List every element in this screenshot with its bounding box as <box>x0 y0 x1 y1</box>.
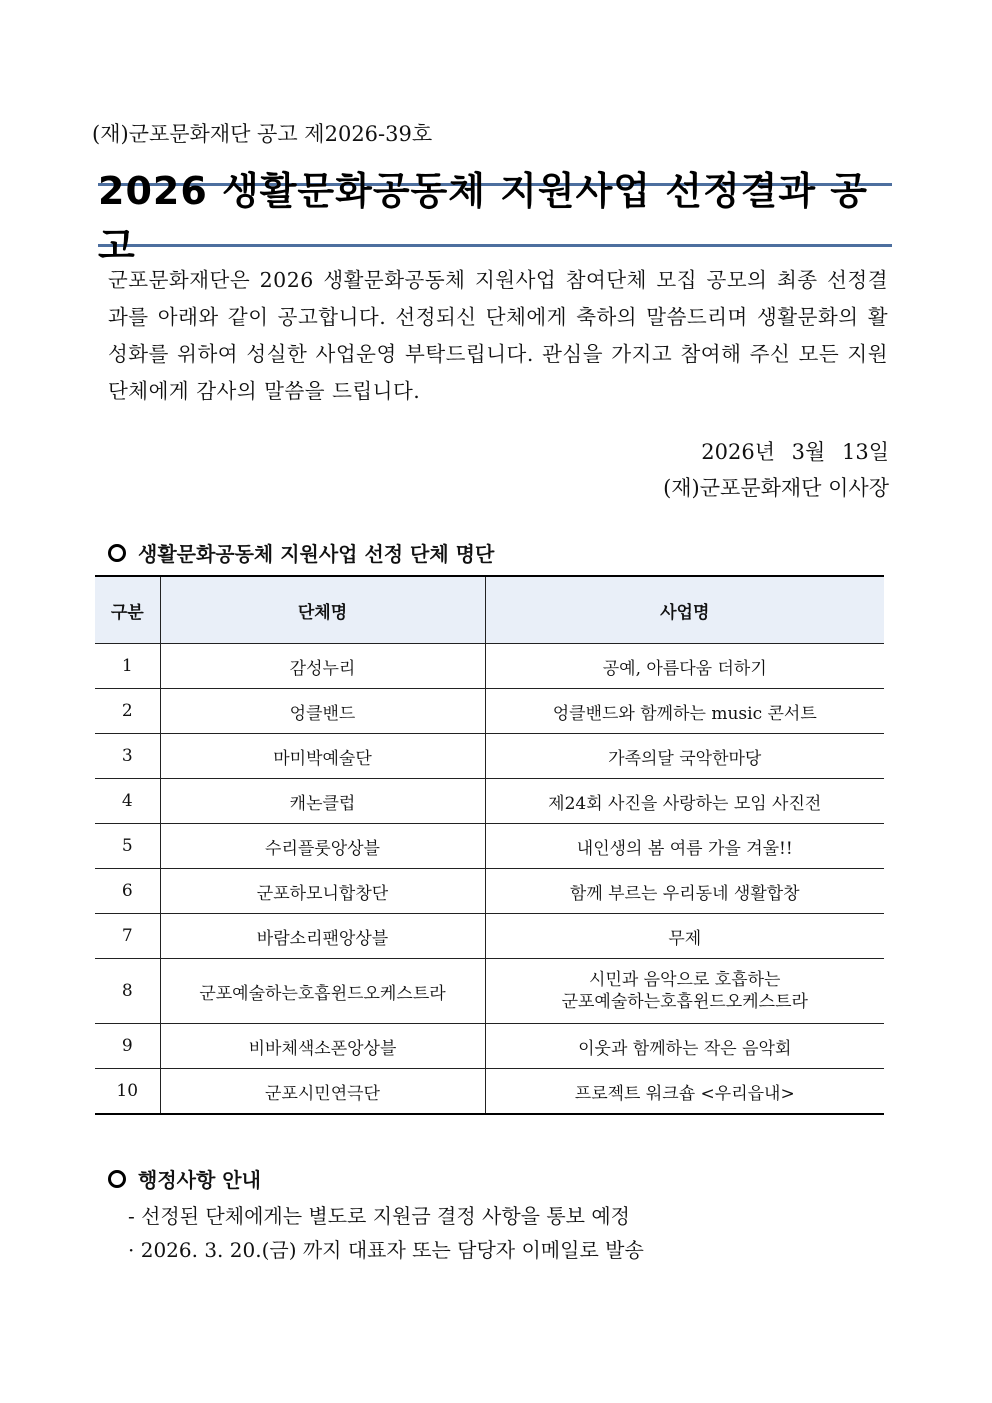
admin-note-2: · 2026. 3. 20.(금) 까지 대표자 또는 담당자 이메일로 발송 <box>128 1238 644 1262</box>
circle-bullet-icon <box>108 544 126 562</box>
row-project: 가족의달 국악한마당 <box>485 734 884 779</box>
row-project: 엉클밴드와 함께하는 music 콘서트 <box>485 689 884 734</box>
row-project: 공예, 아름다움 더하기 <box>485 644 884 689</box>
row-group: 수리플룻앙상블 <box>160 824 485 869</box>
header-project: 사업명 <box>485 576 884 644</box>
row-project: 무제 <box>485 914 884 959</box>
roster-section-title <box>108 538 494 567</box>
table-row <box>95 1069 884 1115</box>
row-no: 3 <box>95 734 160 779</box>
admin-note-1: - 선정된 단체에게는 별도로 지원금 결정 사항을 통보 예정 <box>128 1204 630 1228</box>
row-no: 5 <box>95 824 160 869</box>
row-project: 내인생의 봄 여름 가을 겨울!! <box>485 824 884 869</box>
circle-bullet-icon <box>108 1170 126 1188</box>
row-group: 감성누리 <box>160 644 485 689</box>
roster-section-label: 생활문화공동체 지원사업 선정 단체 명단 <box>138 542 495 566</box>
row-no: 6 <box>95 869 160 914</box>
table-row <box>95 734 884 779</box>
row-group: 군포예술하는호흡윈드오케스트라 <box>160 959 485 1024</box>
row-project: 함께 부르는 우리동네 생활합창 <box>485 869 884 914</box>
header-group: 단체명 <box>160 576 485 644</box>
row-project: 이웃과 함께하는 작은 음악회 <box>485 1024 884 1069</box>
header-no: 구분 <box>95 576 160 644</box>
admin-section-label: 행정사항 안내 <box>138 1168 261 1192</box>
row-group: 군포시민연극단 <box>160 1069 485 1115</box>
row-no: 4 <box>95 779 160 824</box>
selected-groups-table <box>95 575 884 1115</box>
row-group: 엉클밴드 <box>160 689 485 734</box>
row-project: 제24회 사진을 사랑하는 모임 사진전 <box>485 779 884 824</box>
row-no: 2 <box>95 689 160 734</box>
table-row <box>95 824 884 869</box>
table-row <box>95 869 884 914</box>
row-project: 프로젝트 워크숍 <우리읍내> <box>485 1069 884 1115</box>
row-group: 바람소리팬앙상블 <box>160 914 485 959</box>
row-group: 비바체색소폰앙상블 <box>160 1024 485 1069</box>
row-project-line2: 군포예술하는호흡윈드오케스트라 <box>561 992 808 1012</box>
row-no: 9 <box>95 1024 160 1069</box>
row-no: 10 <box>95 1069 160 1115</box>
page-title: 2026 생활문화공동체 지원사업 선정결과 공고 <box>98 169 869 268</box>
row-project <box>485 959 884 1024</box>
table-row <box>95 959 884 1024</box>
body-paragraph: 군포문화재단은 2026 생활문화공동체 지원사업 참여단체 모집 공모의 최종 선정결과를 아래와 같이 공고합니다. 선정되신 단체에게 축하의 말씀드리며 생활문화의 활성화를 위하여 성실한 사업운영 부탁드립니다. 관심을 가지고 참여해 주신 모든 지원 단체에게 감사의 말씀을 드립니다. <box>108 268 888 403</box>
row-project-line1: 시민과 음악으로 호흡하는 <box>589 970 781 990</box>
issuer: (재)군포문화재단 이사장 <box>663 476 889 500</box>
admin-section-title <box>108 1164 261 1193</box>
table-row <box>95 689 884 734</box>
row-group: 캐논클럽 <box>160 779 485 824</box>
table-row <box>95 644 884 689</box>
row-no: 8 <box>95 959 160 1024</box>
row-no: 7 <box>95 914 160 959</box>
table-row <box>95 914 884 959</box>
table-row <box>95 779 884 824</box>
announcement-date: 2026년 3월 13일 <box>701 440 889 464</box>
row-no: 1 <box>95 644 160 689</box>
title-box <box>98 169 892 268</box>
table-row <box>95 1024 884 1069</box>
row-group: 마미박예술단 <box>160 734 485 779</box>
table-header-row <box>95 576 884 644</box>
notice-number: (재)군포문화재단 공고 제2026-39호 <box>92 122 433 146</box>
row-group: 군포하모니합창단 <box>160 869 485 914</box>
